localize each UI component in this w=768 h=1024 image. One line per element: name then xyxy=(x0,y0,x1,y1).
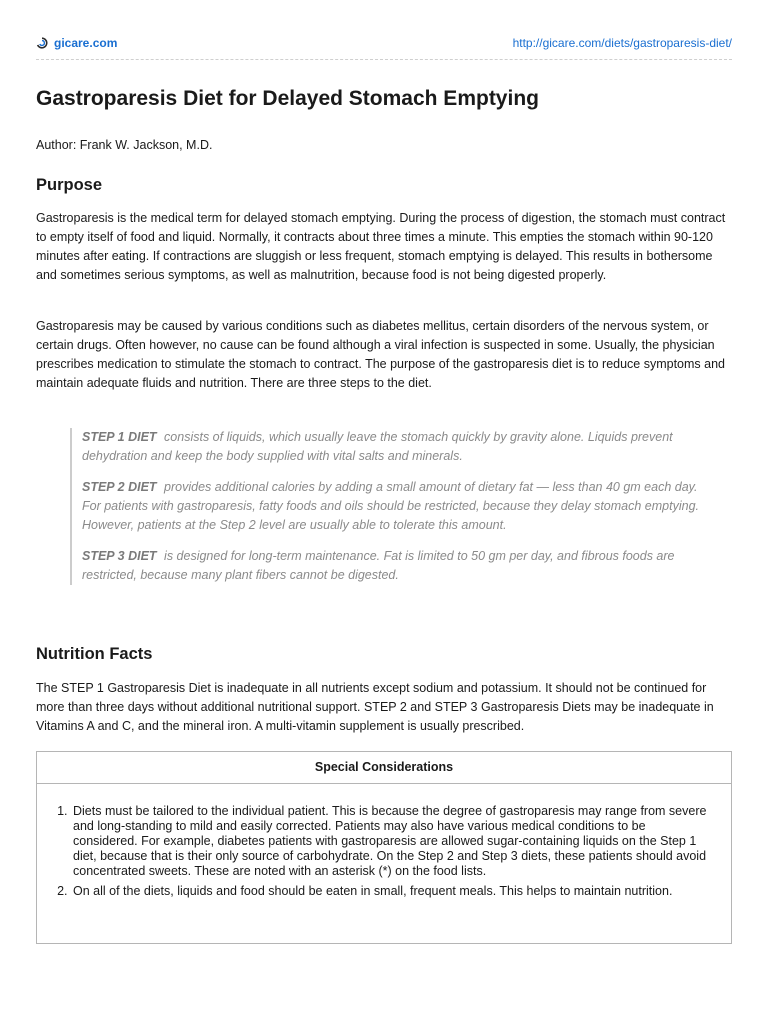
site-link[interactable] xyxy=(36,36,117,50)
page-title: Gastroparesis Diet for Delayed Stomach Emptying xyxy=(36,87,539,110)
step-1-label: STEP 1 DIET xyxy=(82,430,157,444)
special-considerations-heading: Special Considerations xyxy=(37,752,731,784)
step-1-description xyxy=(82,428,710,466)
step-2-description xyxy=(82,478,710,535)
page-url-link[interactable]: http://gicare.com/diets/gastroparesis-diet/ xyxy=(512,36,732,50)
purpose-paragraph-1: Gastroparesis is the medical term for delayed stomach emptying. During the process of digestion, the stomach must contract to empty itself of food and liquid. Normally, it contracts about three times a minute. This empties the stomach within 90-120 minutes after eating. If contractions are sluggish or less frequent, stomach emptying is delayed. This results in bothersome and sometimes serious symptoms, as well as malnutrition, because food is not being digested properly. xyxy=(36,211,726,282)
step-3-description xyxy=(82,547,710,585)
nutrition-facts-heading: Nutrition Facts xyxy=(36,645,153,663)
spiral-logo-icon xyxy=(36,37,48,49)
list-item: 1. Diets must be tailored to the individual patient. This is because the degree of gastroparesis may range from severe and long-standing to mild and easily corrected. Patients may also have various medical conditions to be considered. For example, diabetes patients with gastroparesis are allowed sugar-containing liquids on the Step 1 diet, because that is their only source of carbohydrate. On the Step 2 and Step 3 diets, these patients should avoid concentrated sweets. These are noted with an asterisk (*) on the food lists. xyxy=(71,804,713,879)
purpose-heading: Purpose xyxy=(36,176,103,194)
special-considerations-list xyxy=(37,784,731,899)
step-3-label: STEP 3 DIET xyxy=(82,549,157,563)
step-2-text: provides additional calories by adding a small amount of dietary fat — less than 40 gm each day. For patients with gastroparesis, fatty foods and oils should be restricted, because they delay stomach emptying. However, patients at the Step 2 level are usually able to tolerate this amount. xyxy=(82,480,699,532)
purpose-paragraph-2: Gastroparesis may be caused by various conditions such as diabetes mellitus, certain disorders of the nervous system, or certain drugs. Often however, no cause can be found although a viral infection is suspected in some. Usually, the physician prescribes medication to stimulate the stomach to contract. The purpose of the gastroparesis diet is to reduce symptoms and maintain adequate fluids and nutrition. There are three steps to the diet. xyxy=(36,319,726,390)
site-name: gicare.com xyxy=(54,36,118,50)
diet-steps-blockquote xyxy=(70,428,710,585)
nutrition-paragraph: The STEP 1 Gastroparesis Diet is inadequate in all nutrients except sodium and potassium. It should not be continued for more than three days without additional nutritional support. STEP 2 and STEP 3 Gastroparesis Diets may be inadequate in Vitamins A and C, and the mineral iron. A multi-vitamin supplement is usually prescribed. xyxy=(36,681,714,733)
step-3-text: is designed for long-term maintenance. Fat is limited to 50 gm per day, and fibrous foods are restricted, because many plant fibers cannot be digested. xyxy=(82,549,675,582)
step-2-label: STEP 2 DIET xyxy=(82,480,157,494)
special-considerations-table xyxy=(36,751,732,944)
document-page xyxy=(36,0,732,898)
step-1-text: consists of liquids, which usually leave the stomach quickly by gravity alone. Liquids prevent dehydration and keep the body supplied with vital salts and minerals. xyxy=(82,430,673,463)
author-line: Author: Frank W. Jackson, M.D. xyxy=(36,138,213,152)
list-item: 2. On all of the diets, liquids and food should be eaten in small, frequent meals. This helps to maintain nutrition. xyxy=(71,884,713,899)
page-header xyxy=(36,0,732,60)
